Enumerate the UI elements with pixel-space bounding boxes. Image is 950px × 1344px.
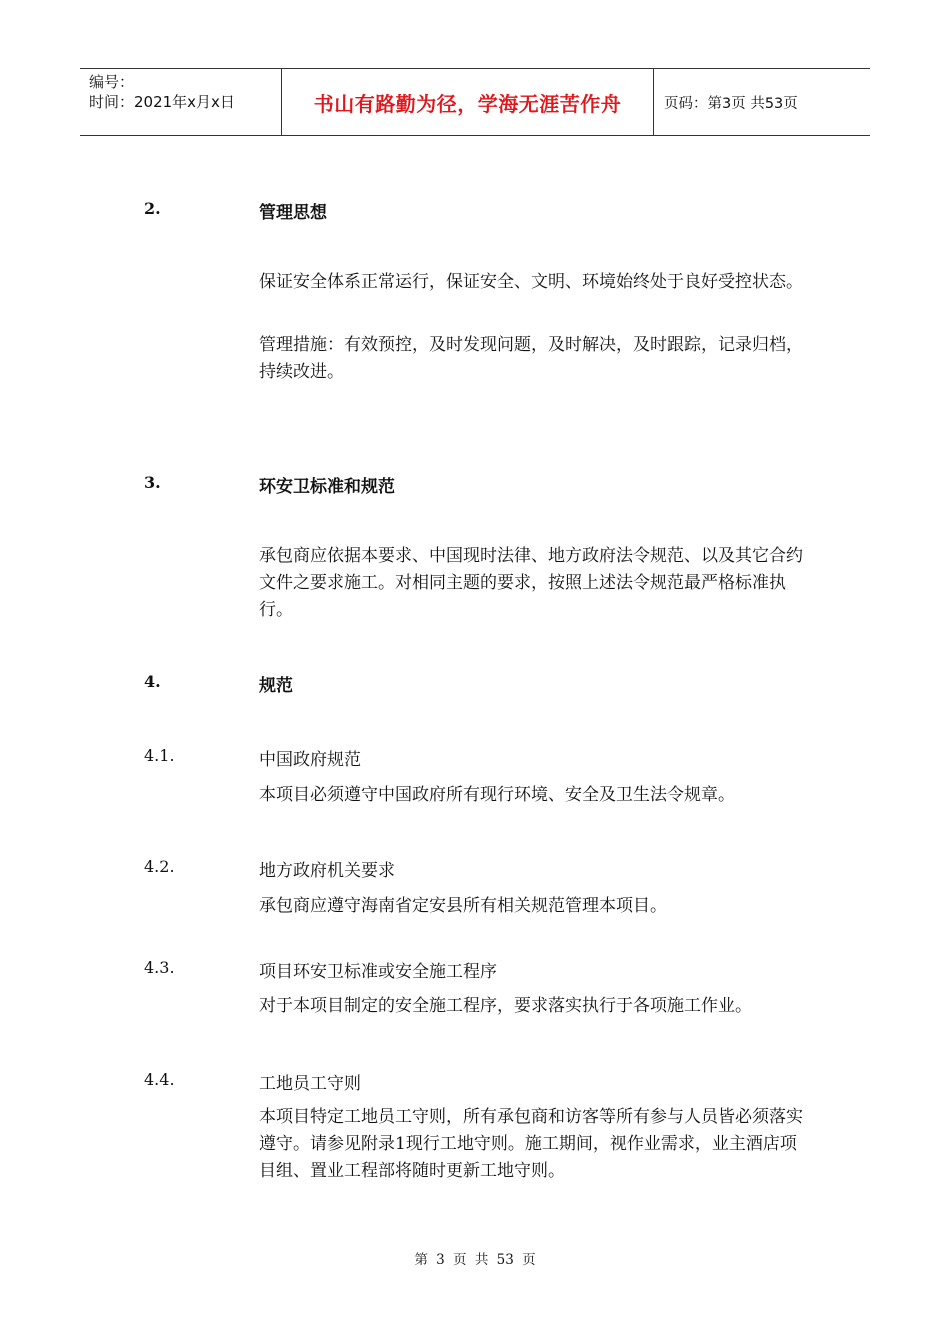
section-3-paragraph-1: 承包商应依据本要求、中国现时法律、地方政府法令规范、以及其它合约文件之要求施工。对相同主题的要求，按照上述法令规范最严格标准执行。	[259, 546, 803, 620]
section-4-number: 4.	[144, 672, 161, 691]
subsection-4-3-title: 项目环安卫标准或安全施工程序	[259, 962, 497, 982]
header-number-label: 编号：	[89, 73, 135, 91]
subsection-4-2-title: 地方政府机关要求	[259, 861, 395, 881]
subsection-4-4-title: 工地员工守则	[259, 1074, 361, 1094]
subsection-4-1-text: 本项目必须遵守中国政府所有现行环境、安全及卫生法令规章。	[259, 785, 735, 805]
page-footer: 第 3 页 共 53 页	[414, 1252, 536, 1268]
section-2-paragraph-2: 管理措施：有效预控，及时发现问题，及时解决，及时跟踪，记录归档，持续改进。	[259, 335, 803, 382]
page-header	[80, 68, 870, 136]
subsection-4-1-number: 4.1.	[144, 746, 175, 765]
header-time-label: 时间：2021年x月x日	[89, 93, 235, 111]
section-2-number: 2.	[144, 199, 161, 218]
section-2-paragraph-1: 保证安全体系正常运行，保证安全、文明、环境始终处于良好受控状态。	[259, 272, 803, 292]
subsection-4-4-text: 本项目特定工地员工守则，所有承包商和访客等所有参与人员皆必须落实遵守。请参见附录1现行工地守则。施工期间，视作业需求，业主酒店项目组、置业工程部将随时更新工地守则。	[259, 1107, 803, 1181]
subsection-4-3-text: 对于本项目制定的安全施工程序，要求落实执行于各项施工作业。	[259, 996, 752, 1016]
section-3-number: 3.	[144, 473, 161, 492]
header-motto: 书山有路勤为径，学海无涯苦作舟	[313, 91, 622, 116]
subsection-4-2-number: 4.2.	[144, 857, 175, 876]
section-3-title: 环安卫标准和规范	[259, 477, 395, 497]
header-motto-cell	[282, 69, 654, 135]
subsection-4-1-title: 中国政府规范	[259, 750, 361, 770]
subsection-4-4-number: 4.4.	[144, 1070, 175, 1089]
section-4-title: 规范	[259, 676, 293, 696]
header-page-info: 页码：第3页 共53页	[664, 95, 798, 112]
header-meta	[80, 69, 282, 135]
subsection-4-3-number: 4.3.	[144, 958, 175, 977]
section-2-title: 管理思想	[259, 203, 327, 223]
subsection-4-2-text: 承包商应遵守海南省定安县所有相关规范管理本项目。	[259, 896, 667, 916]
